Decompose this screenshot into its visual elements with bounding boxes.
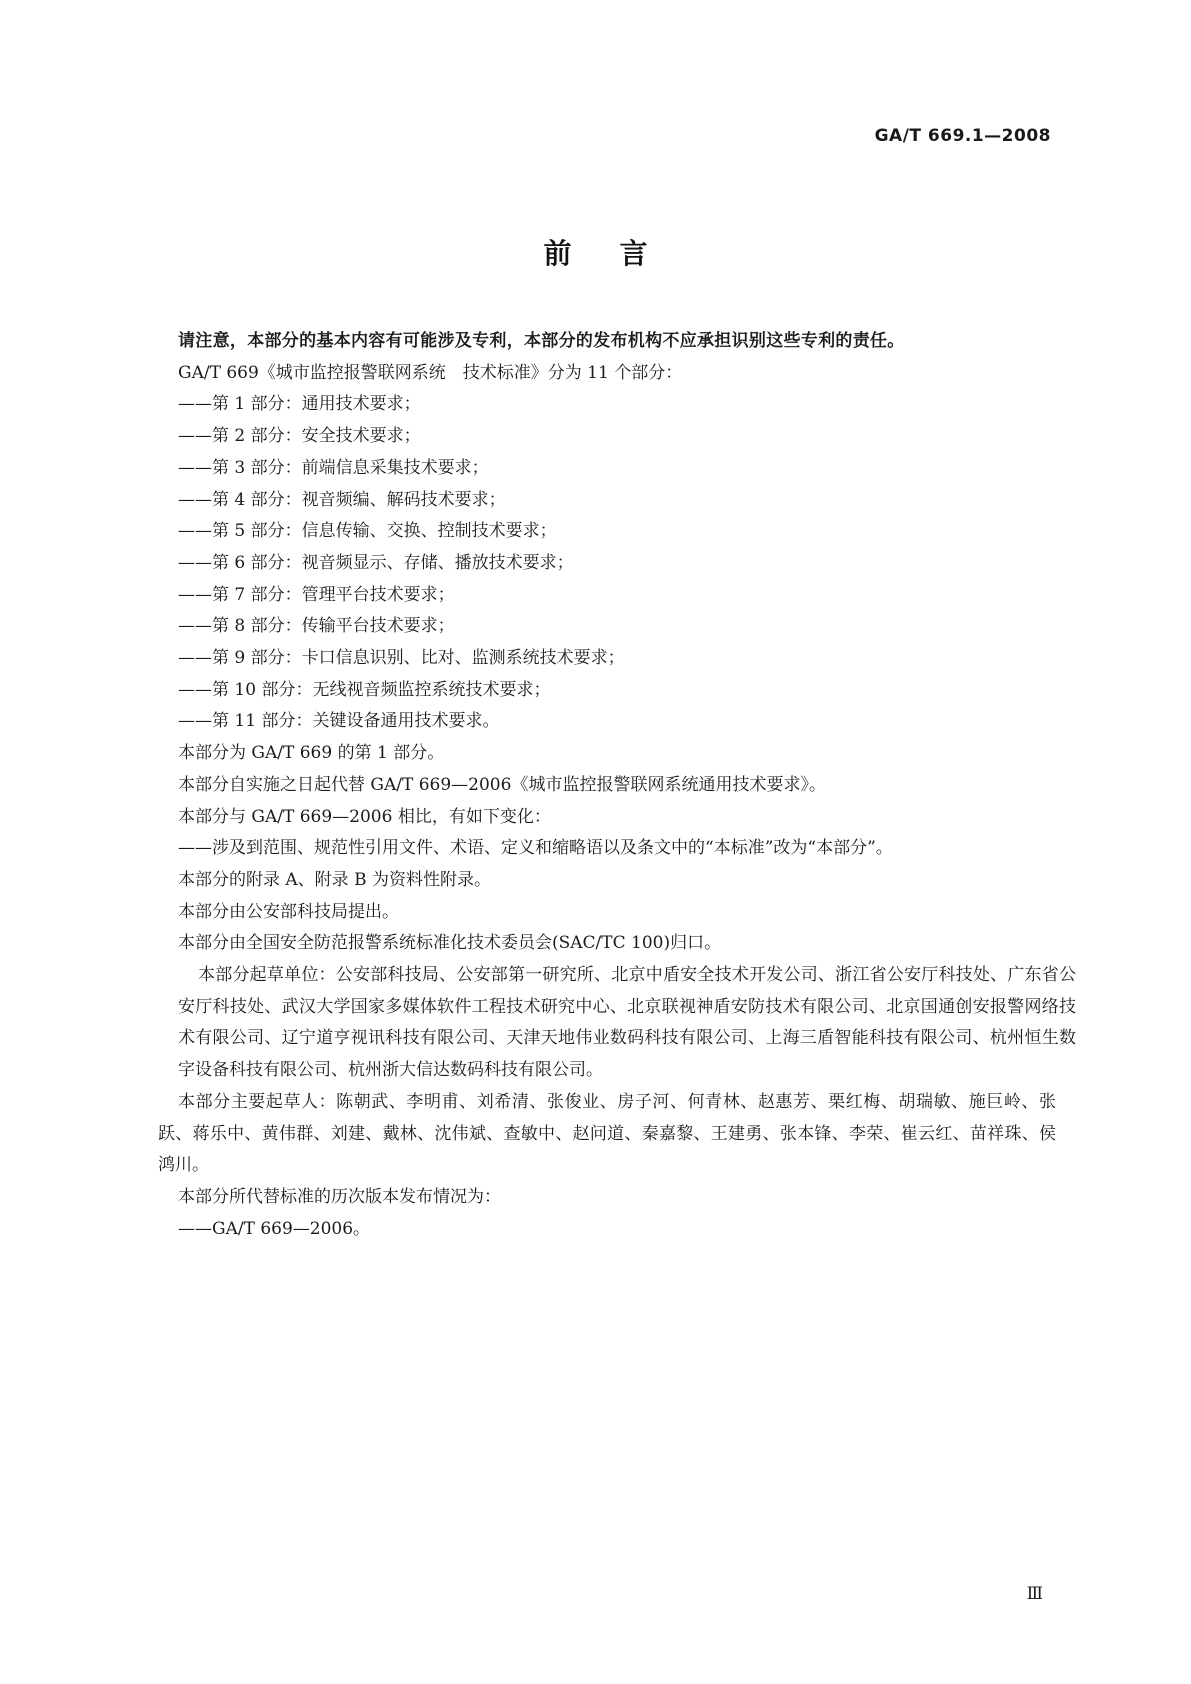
page-title: 前言 bbox=[543, 237, 696, 270]
this-part-paragraph: 本部分为 GA/T 669 的第 1 部分。 bbox=[178, 743, 445, 764]
intro-paragraph: GA/T 669《城市监控报警联网系统 技术标准》分为 11 个部分： bbox=[178, 362, 683, 383]
patent-notice: 请注意，本部分的基本内容有可能涉及专利，本部分的发布机构不应承担识别这些专利的责任。 bbox=[178, 331, 905, 351]
part-item: ——第 5 部分：信息传输、交换、控制技术要求； bbox=[178, 521, 557, 542]
part-item: ——第 7 部分：管理平台技术要求； bbox=[178, 584, 455, 605]
part-item: ——第 8 部分：传输平台技术要求； bbox=[178, 616, 455, 637]
history-item: ——GA/T 669—2006。 bbox=[178, 1218, 371, 1239]
centralized-by-paragraph: 本部分由全国安全防范报警系统标准化技术委员会(SAC/TC 100)归口。 bbox=[178, 933, 722, 954]
proposed-by-paragraph: 本部分由公安部科技局提出。 bbox=[178, 901, 399, 922]
changes-intro: 本部分与 GA/T 669—2006 相比，有如下变化： bbox=[178, 806, 551, 827]
part-item: ——第 11 部分：关键设备通用技术要求。 bbox=[178, 711, 500, 732]
history-intro: 本部分所代替标准的历次版本发布情况为： bbox=[178, 1186, 501, 1207]
page-number: Ⅲ bbox=[1026, 1584, 1043, 1604]
foreword-body bbox=[158, 326, 1076, 1245]
part-item: ——第 1 部分：通用技术要求； bbox=[178, 394, 421, 415]
change-item: ——涉及到范围、规范性引用文件、术语、定义和缩略语以及条文中的“本标准”改为“本部分”。 bbox=[178, 838, 893, 859]
part-item: ——第 4 部分：视音频编、解码技术要求； bbox=[178, 489, 506, 510]
part-item: ——第 9 部分：卡口信息识别、比对、监测系统技术要求； bbox=[178, 648, 625, 669]
replaces-paragraph: 本部分自实施之日起代替 GA/T 669—2006《城市监控报警联网系统通用技术要求》。 bbox=[178, 774, 826, 795]
drafters-paragraph: 本部分主要起草人：陈朝武、李明甫、刘希清、张俊业、房子河、何青林、赵惠芳、栗红梅、胡瑞敏、施巨岭、张跃、蒋乐中、黄伟群、刘建、戴林、沈伟斌、查敏中、赵问道、秦嘉黎、王建勇、张本锋、李荣、崔云红、苗祥珠、侯鸿川。 bbox=[158, 1091, 1056, 1176]
part-item: ——第 2 部分：安全技术要求； bbox=[178, 426, 421, 447]
drafting-units-paragraph: 本部分起草单位：公安部科技局、公安部第一研究所、北京中盾安全技术开发公司、浙江省公安厅科技处、广东省公安厅科技处、武汉大学国家多媒体软件工程技术研究中心、北京联视神盾安防技术有限公司、北京国通创安报警网络技术有限公司、辽宁道亨视讯科技有限公司、天津天地伟业数码科技有限公司、上海三盾智能科技有限公司、杭州恒生数字设备科技有限公司、杭州浙大信达数码科技有限公司。 bbox=[178, 965, 1076, 1081]
part-item: ——第 10 部分：无线视音频监控系统技术要求； bbox=[178, 679, 551, 700]
appendix-paragraph: 本部分的附录 A、附录 B 为资料性附录。 bbox=[178, 869, 491, 890]
part-item: ——第 6 部分：视音频显示、存储、播放技术要求； bbox=[178, 552, 574, 573]
standard-code: GA/T 669.1—2008 bbox=[874, 126, 1051, 146]
part-item: ——第 3 部分：前端信息采集技术要求； bbox=[178, 457, 489, 478]
